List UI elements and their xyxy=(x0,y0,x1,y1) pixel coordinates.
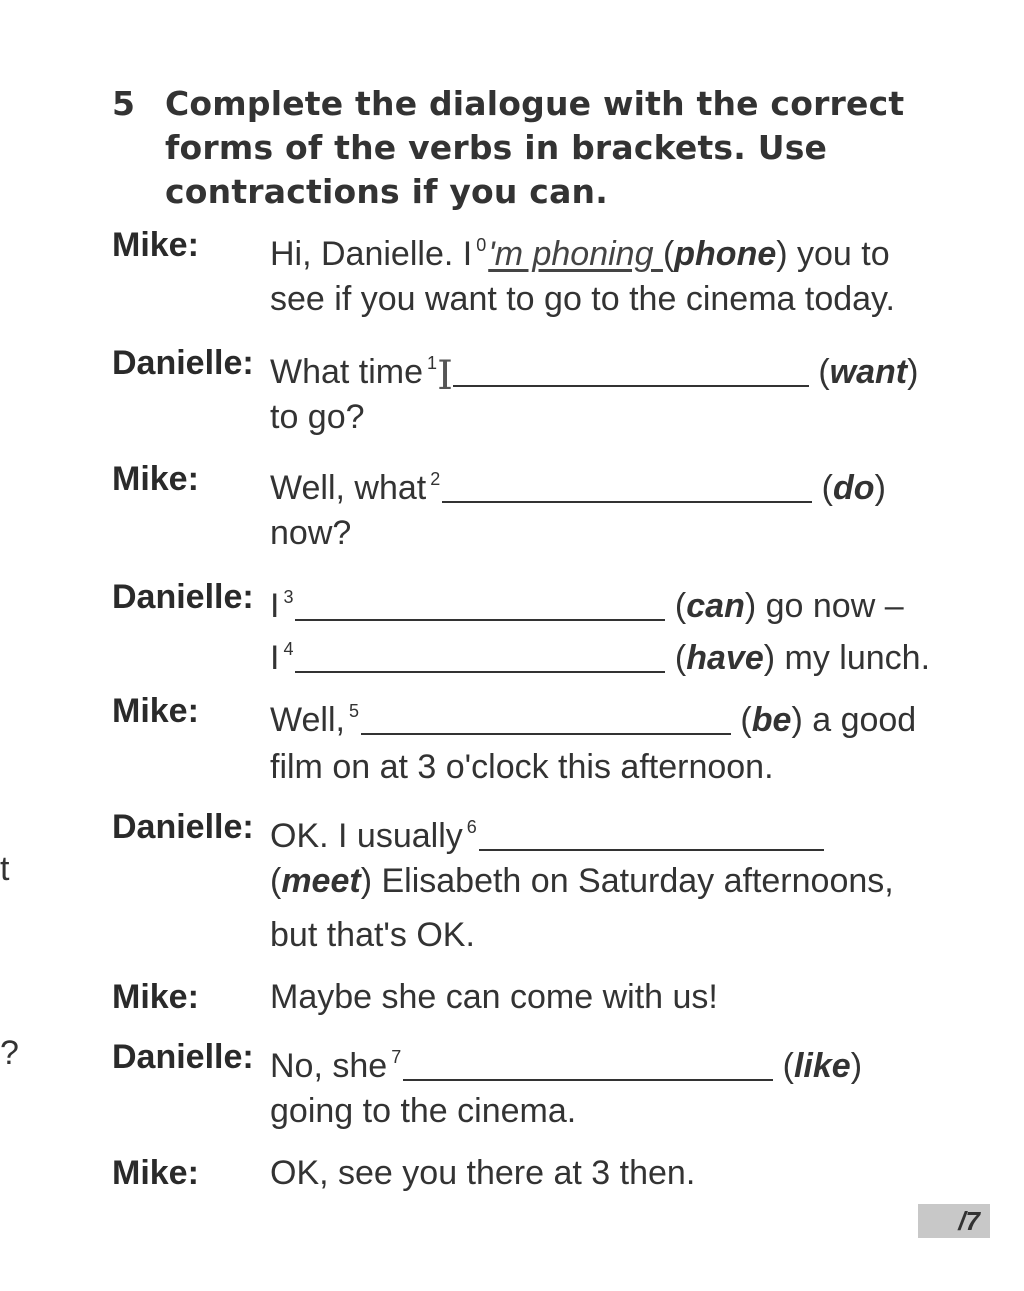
answer-blank-2[interactable] xyxy=(442,463,812,503)
dialogue-line: Maybe she can come with us! xyxy=(270,978,718,1016)
dialogue-line: I $^3$ (can) go now – xyxy=(270,570,904,633)
verb-hint: can xyxy=(686,587,745,625)
dialogue-line: Well, what $^2$ (do) xyxy=(270,452,886,515)
margin-mark: t xyxy=(0,850,10,888)
verb-hint: meet xyxy=(281,862,361,900)
verb-hint: want xyxy=(829,353,908,391)
line-text: you to xyxy=(787,235,890,273)
dialogue-line: now? xyxy=(270,514,352,552)
speaker-label: Danielle: xyxy=(112,344,254,382)
dialogue-line: going to the cinema. xyxy=(270,1092,577,1130)
speaker-label: Danielle: xyxy=(112,808,254,846)
dialogue-line: Hi, Danielle. I $^0$'m phoning (phone) you to xyxy=(270,235,890,273)
line-text: Well, xyxy=(270,701,345,739)
verb-hint: like xyxy=(793,1047,851,1085)
answer-blank-4[interactable] xyxy=(295,633,665,673)
exercise-number: 5 xyxy=(112,84,136,123)
line-text: Hi, Danielle. I xyxy=(270,235,473,273)
line-text: go now – xyxy=(756,587,904,625)
gap-number: 6 xyxy=(466,817,477,837)
line-text: a good xyxy=(802,701,917,739)
line-text: No, she xyxy=(270,1047,388,1085)
answer-blank-6[interactable] xyxy=(479,811,824,851)
gap-number: 7 xyxy=(391,1047,402,1067)
margin-mark: ? xyxy=(0,1034,19,1072)
line-text: Elisabeth on Saturday afternoons, xyxy=(372,862,894,900)
speaker-label: Danielle: xyxy=(112,578,254,616)
gap-number: 0 xyxy=(476,235,487,255)
speaker-label: Mike: xyxy=(112,692,199,730)
gap-number: 2 xyxy=(430,469,441,489)
text-cursor-icon: I xyxy=(437,353,453,399)
line-text: Well, what xyxy=(270,469,427,507)
line-text: I xyxy=(270,639,280,677)
verb-hint: phone xyxy=(674,235,777,273)
speaker-label: Mike: xyxy=(112,460,199,498)
speaker-label: Mike: xyxy=(112,1154,199,1192)
line-text: What time xyxy=(270,353,424,391)
gap-number: 4 xyxy=(283,639,294,659)
speaker-label: Mike: xyxy=(112,978,199,1016)
line-text: my lunch. xyxy=(775,639,931,677)
verb-hint: have xyxy=(686,639,764,677)
speaker-label: Danielle: xyxy=(112,1038,254,1076)
dialogue-line: see if you want to go to the cinema today. xyxy=(270,280,895,318)
verb-hint: be xyxy=(751,701,792,739)
dialogue-line: No, she $^7$ (like) xyxy=(270,1030,862,1093)
dialogue-line: OK, see you there at 3 then. xyxy=(270,1154,696,1192)
gap-number: 5 xyxy=(348,701,359,721)
answer-blank-7[interactable] xyxy=(403,1041,773,1081)
example-answer: 'm phoning xyxy=(488,235,663,273)
exercise-heading xyxy=(112,82,992,214)
answer-blank-1[interactable] xyxy=(453,347,809,387)
speaker-label: Mike: xyxy=(112,226,199,264)
dialogue-line: film on at 3 o'clock this afternoon. xyxy=(270,748,774,786)
dialogue-line: What time $^1$I (want) xyxy=(270,336,918,403)
gap-number: 1 xyxy=(427,353,438,373)
gap-number: 3 xyxy=(283,587,294,607)
line-text: I xyxy=(270,587,280,625)
dialogue-line: I $^4$ (have) my lunch. xyxy=(270,622,930,685)
dialogue-line: (meet) Elisabeth on Saturday afternoons, xyxy=(270,862,894,900)
dialogue-line: but that's OK. xyxy=(270,916,475,954)
dialogue-line: to go? xyxy=(270,398,365,436)
answer-blank-5[interactable] xyxy=(361,695,731,735)
verb-hint: do xyxy=(833,469,875,507)
exercise-instruction: Complete the dialogue with the correct forms of the verbs in brackets. Use contractions if you can. xyxy=(165,84,905,211)
score-box: /7 xyxy=(918,1204,990,1238)
line-text: OK. I usually xyxy=(270,817,463,855)
dialogue-line: Well, $^5$ (be) a good xyxy=(270,684,916,747)
answer-blank-3[interactable] xyxy=(295,581,665,621)
